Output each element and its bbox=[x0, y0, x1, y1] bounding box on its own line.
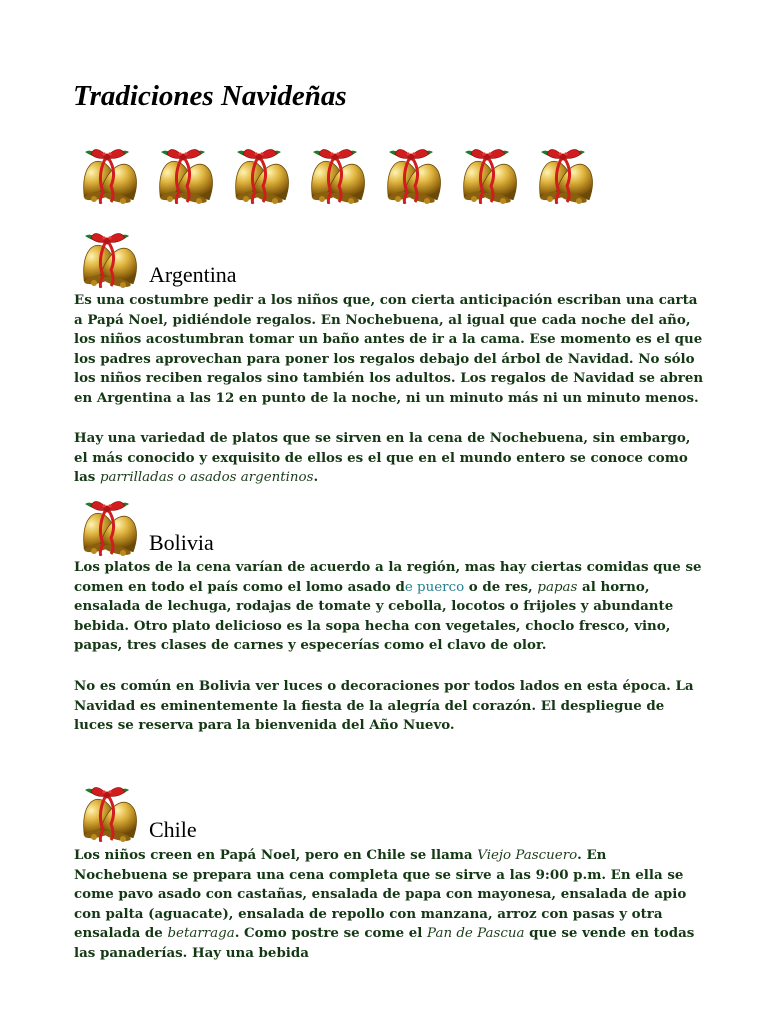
christmas-bells-icon bbox=[71, 226, 143, 288]
text-run: Los platos de la cena varían de acuerdo a la región, mas hay ciertas comidas que se comen en todo el país como el lomo asado d bbox=[74, 559, 702, 595]
christmas-bells-icon bbox=[71, 142, 143, 204]
section-heading-bolivia: Bolivia bbox=[149, 530, 214, 555]
italic-text: betarraga bbox=[167, 926, 235, 942]
text-run: que se vende en todas las panaderías. Hay una bebida bbox=[74, 925, 695, 961]
argentina-paragraph-1: Es una costumbre pedir a los niños que, con cierta anticipación escriban una carta a Papá Noel, pidiéndole regalos. En Nochebuena, al igual que cada noche del año, los niños acostumbran tomar un baño antes de ir a la cama. Ese momento es el que los padres aprovechan para poner los regalos debajo del árbol de Navidad. No sólo los niños reciben regalos sino también los adultos. Los regalos de Navidad se abren en Argentina a las 12 en punto de la noche, ni un minuto más ni un minuto menos. bbox=[74, 292, 704, 406]
text-run: Los niños creen en Papá Noel, pero en Chile se llama bbox=[74, 847, 478, 863]
christmas-bells-icon bbox=[71, 494, 143, 556]
text-run: al horno, ensalada de lechuga, rodajas de tomate y cebolla, locotos o frijoles y abundante bebida. Otro plato delicioso es la sopa hecha con vegetales, choclo fresco, vino, papas, tres clases de carnes y especerías como el clavo de olor. bbox=[74, 578, 674, 654]
christmas-bells-icon bbox=[71, 780, 143, 842]
italic-text: Pan de Pascua bbox=[427, 926, 525, 942]
section-heading-argentina: Argentina bbox=[149, 262, 237, 287]
page-title: Tradiciones Navideñas bbox=[73, 80, 347, 112]
bolivia-paragraph-2: No es común en Bolivia ver luces o decoraciones por todos lados en esta época. La Navidad es eminentemente la fiesta de la alegría del corazón. El despliegue de luces se reserva para la bienvenida del Año Nuevo. bbox=[74, 678, 694, 734]
section-heading-chile: Chile bbox=[149, 817, 197, 842]
christmas-bells-icon bbox=[223, 142, 295, 204]
christmas-bells-icon bbox=[147, 142, 219, 204]
italic-text: Viejo Pascuero bbox=[477, 848, 578, 863]
link-puerco[interactable]: e puerco bbox=[404, 579, 465, 595]
christmas-bells-icon bbox=[299, 142, 371, 204]
bolivia-paragraph-1 bbox=[74, 558, 704, 656]
text-run: Hay una variedad de platos que se sirven en la cena de Nochebuena, sin embargo, el más conocido y exquisito de ellos es el que en el mundo entero se conoce como las bbox=[74, 430, 691, 486]
text-run: . bbox=[313, 469, 319, 486]
christmas-bells-icon bbox=[451, 142, 523, 204]
christmas-bells-icon bbox=[375, 142, 447, 204]
text-run: o de res, bbox=[464, 578, 538, 595]
text-run: . Como postre se come el bbox=[234, 925, 428, 942]
christmas-bells-icon bbox=[527, 142, 599, 204]
italic-text: papas bbox=[537, 579, 578, 595]
italic-text: parrilladas o asados argentinos bbox=[99, 470, 314, 486]
argentina-paragraph-2 bbox=[74, 429, 704, 488]
chile-paragraph-1 bbox=[74, 846, 704, 964]
text-run: . En Nochebuena se prepara una cena completa que se sirve a las 9:00 p.m. En ella se come pavo asado con castañas, ensalada de papa con mayonesa, ensalada de apio con palta (aguacate), ensalada de repollo con manzana, arroz con pasas y otra ensalada de bbox=[74, 847, 687, 942]
